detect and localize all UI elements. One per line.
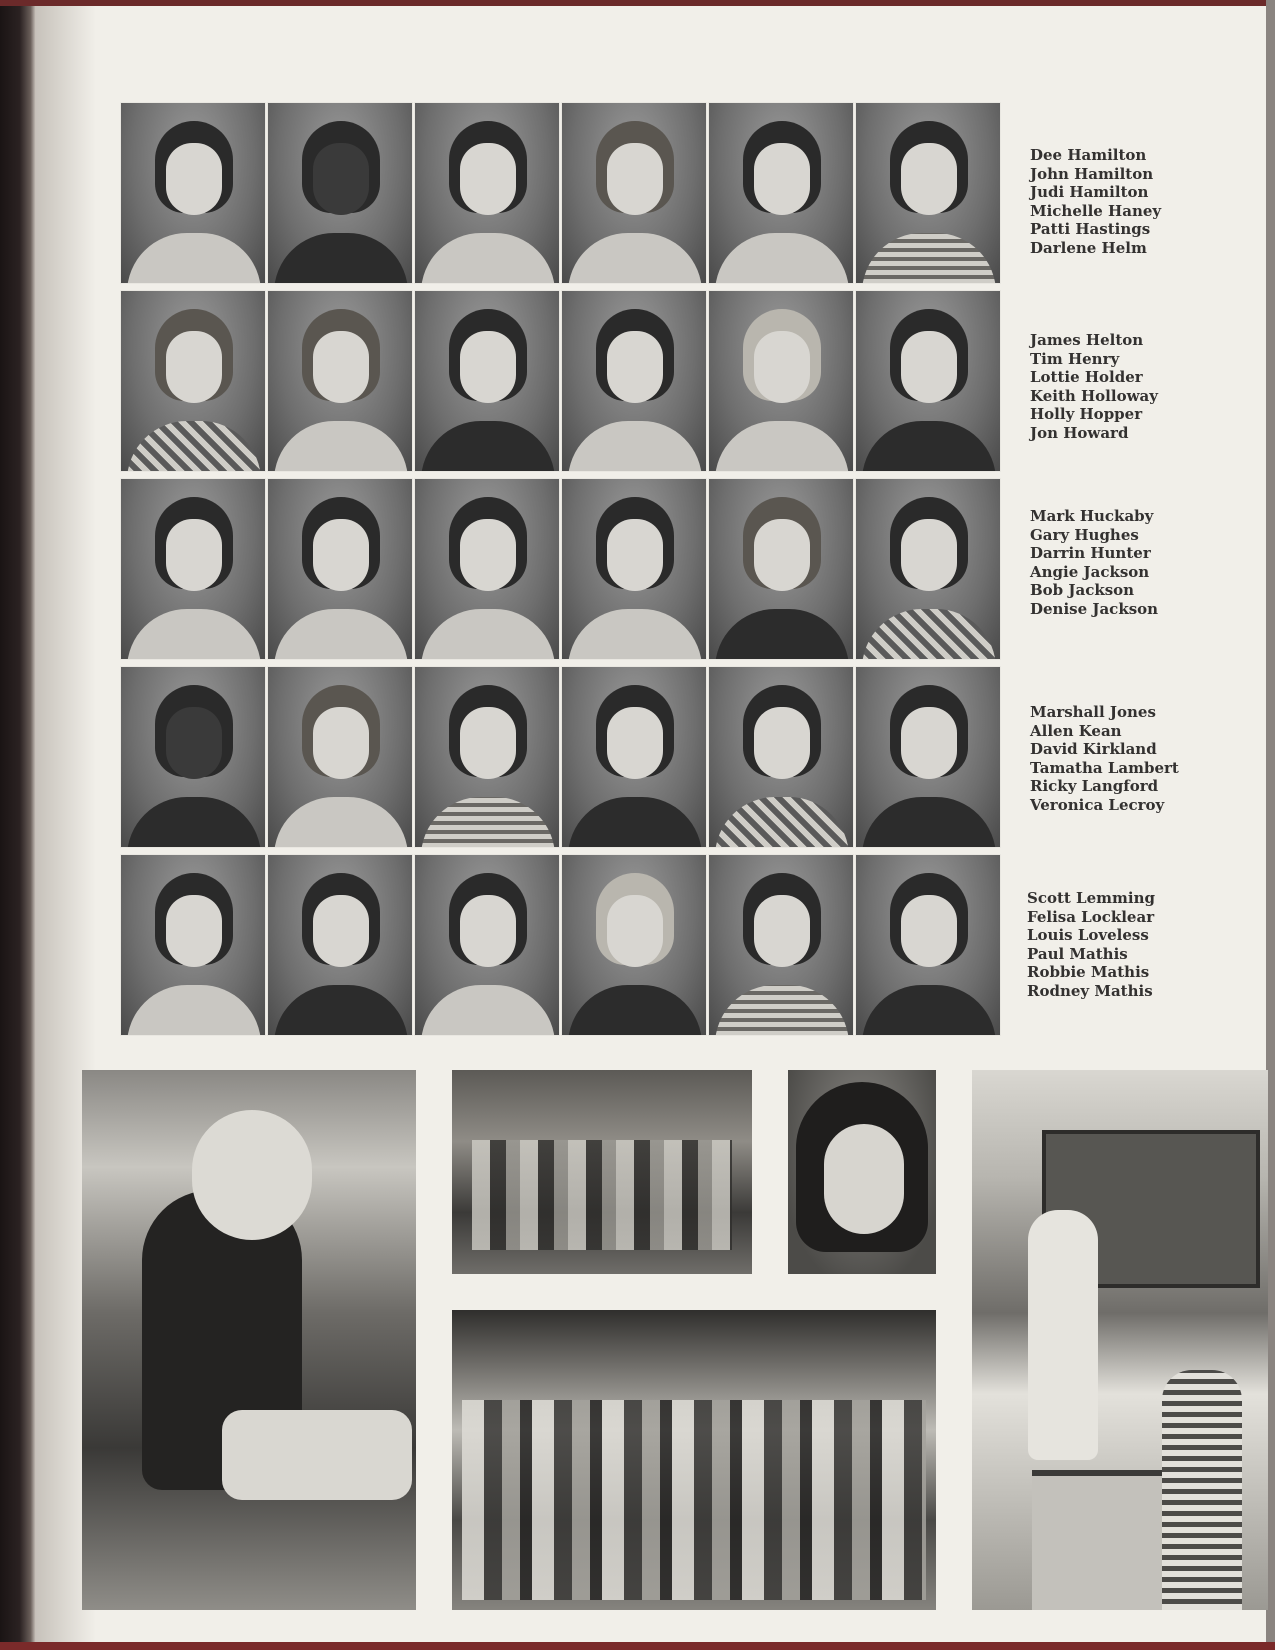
student-name: Michelle Haney (1030, 201, 1162, 220)
student-name: Patti Hastings (1030, 220, 1151, 239)
name-caption-row-2 (1030, 331, 1158, 443)
student-name: Felisa Locklear (1027, 907, 1155, 926)
name-caption-row-3 (1030, 507, 1158, 619)
student-name: Darrin Hunter (1030, 544, 1151, 563)
student-name: Ricky Langford (1030, 777, 1159, 796)
student-name: Gary Hughes (1030, 525, 1139, 544)
portrait-photo (708, 102, 854, 284)
portrait-photo (267, 666, 413, 848)
portrait-photo (267, 102, 413, 284)
portrait-photo (855, 666, 1001, 848)
student-name: Tim Henry (1030, 349, 1120, 368)
candid-photo-classroom-students (972, 1070, 1268, 1610)
student-name: David Kirkland (1030, 740, 1157, 759)
student-name: James Helton (1030, 331, 1144, 349)
portrait-photo (855, 854, 1001, 1036)
student-name: Veronica Lecroy (1030, 795, 1165, 814)
portrait-photo (414, 666, 560, 848)
student-name: Marshall Jones (1030, 703, 1156, 721)
portrait-photo (708, 478, 854, 660)
name-caption-row-1 (1030, 146, 1161, 258)
student-name: Angie Jackson (1030, 562, 1150, 581)
portrait-photo (120, 854, 266, 1036)
student-name: John Hamilton (1030, 164, 1154, 183)
name-caption-row-4 (1030, 703, 1179, 815)
candid-photo-girl-in-rollers (82, 1070, 416, 1610)
portrait-photo (120, 666, 266, 848)
student-name: Lottie Holder (1030, 368, 1143, 387)
student-name: Bob Jackson (1030, 581, 1135, 600)
portrait-photo (120, 290, 266, 472)
candid-photo-crowd-outdoors (452, 1070, 752, 1274)
page-top-edge (0, 0, 1275, 6)
portrait-photo (855, 478, 1001, 660)
student-name: Tamatha Lambert (1030, 758, 1179, 777)
portrait-photo (267, 290, 413, 472)
student-name: Holly Hopper (1030, 405, 1143, 424)
student-name: Robbie Mathis (1027, 963, 1150, 982)
student-name: Mark Huckaby (1030, 507, 1154, 525)
portrait-photo (561, 478, 707, 660)
portrait-photo (561, 854, 707, 1036)
portrait-photo (414, 478, 560, 660)
student-name: Judi Hamilton (1030, 183, 1149, 202)
student-name: Denise Jackson (1030, 599, 1159, 618)
student-name: Louis Loveless (1027, 926, 1149, 945)
portrait-photo (708, 666, 854, 848)
portrait-photo (267, 478, 413, 660)
portrait-photo (708, 290, 854, 472)
student-name: Allen Kean (1030, 721, 1122, 740)
portrait-photo (561, 102, 707, 284)
student-name: Darlene Helm (1030, 238, 1147, 257)
candid-photo-girl-portrait (788, 1070, 936, 1274)
portrait-photo (414, 102, 560, 284)
candid-photo-crowd-courtyard (452, 1310, 936, 1610)
student-name: Scott Lemming (1027, 889, 1155, 907)
student-name: Rodney Mathis (1027, 981, 1153, 1000)
portrait-photo (561, 290, 707, 472)
student-name: Paul Mathis (1027, 944, 1128, 963)
student-name: Keith Holloway (1030, 386, 1158, 405)
page-bottom-edge (0, 1642, 1275, 1650)
name-caption-row-5 (1027, 889, 1155, 1001)
book-spine (0, 0, 36, 1650)
student-name: Jon Howard (1030, 423, 1129, 442)
portrait-photo (561, 666, 707, 848)
portrait-photo (855, 102, 1001, 284)
portrait-photo (414, 290, 560, 472)
portrait-photo (414, 854, 560, 1036)
portrait-photo (708, 854, 854, 1036)
portrait-photo (120, 102, 266, 284)
portrait-photo (855, 290, 1001, 472)
portrait-photo (120, 478, 266, 660)
student-name: Dee Hamilton (1030, 146, 1147, 164)
portrait-photo (267, 854, 413, 1036)
portrait-grid (120, 102, 1001, 1036)
